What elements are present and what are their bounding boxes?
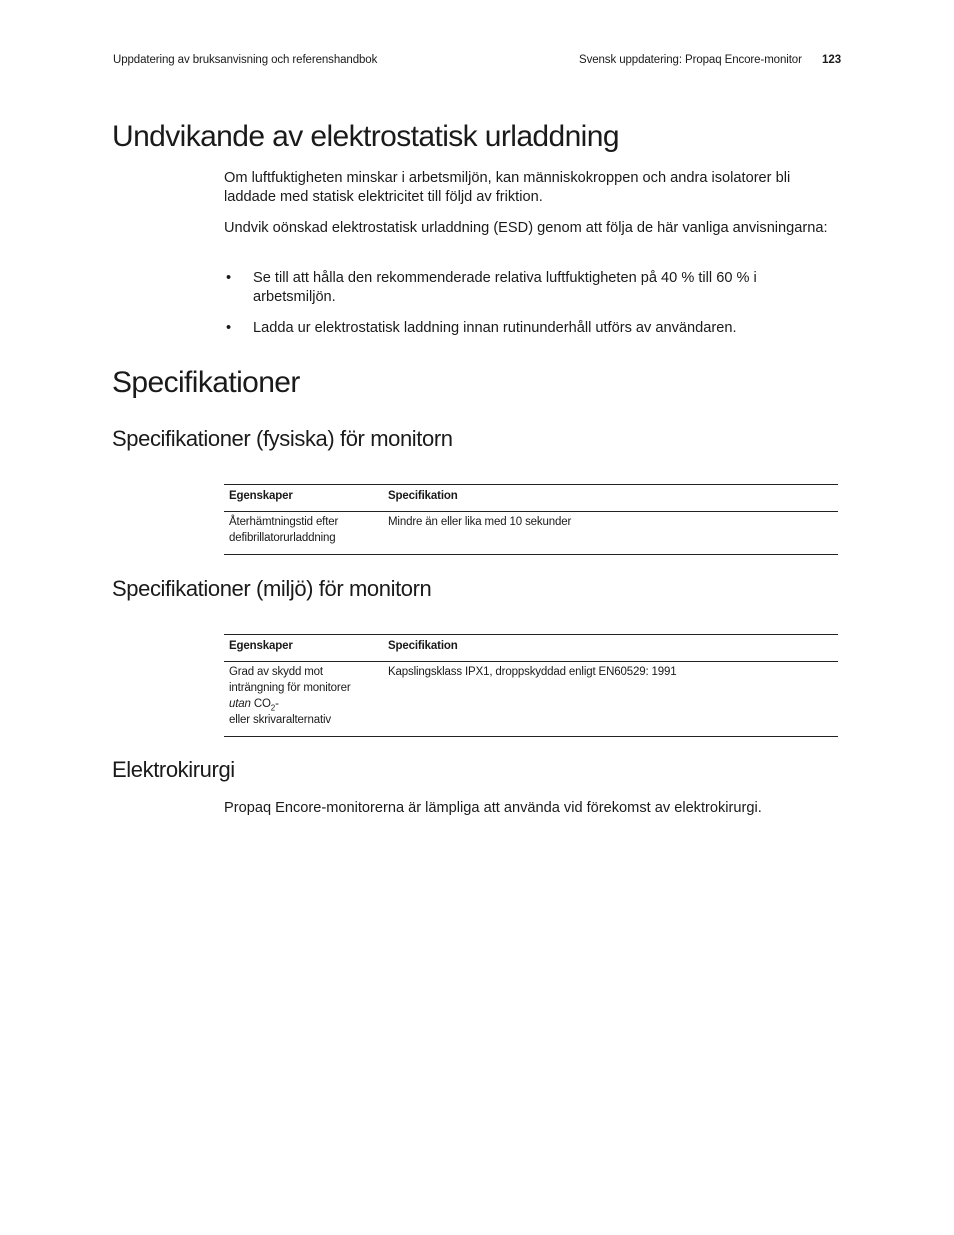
bullet-marker: • <box>226 320 232 336</box>
property-line: eller skrivaralternativ <box>229 714 331 726</box>
electrosurgery-paragraph: Propaq Encore-monitorerna är lämpliga att använda vid förekomst av elektrokirurgi. <box>224 800 762 816</box>
co2-text: CO <box>250 698 271 710</box>
environment-specs-table <box>224 634 838 737</box>
bullet-marker: • <box>226 270 232 286</box>
column-header: Egenskaper <box>224 485 383 512</box>
physical-specs-heading: Specifikationer (fysiska) för monitorn <box>112 426 453 451</box>
spec-cell: Mindre än eller lika med 10 sekunder <box>383 512 838 555</box>
specifications-heading: Specifikationer <box>112 366 300 399</box>
property-line: Grad av skydd mot <box>229 666 323 678</box>
esd-heading: Undvikande av elektrostatisk urladdning <box>112 120 619 153</box>
esd-bullet-1: Se till att hålla den rekommenderade relativa luftfuktigheten på 40 % till 60 % i arbetsmiljön. <box>253 270 757 305</box>
column-header: Specifikation <box>383 635 838 662</box>
property-dash: - <box>275 698 279 710</box>
column-header: Egenskaper <box>224 635 383 662</box>
esd-bullet-2: Ladda ur elektrostatisk laddning innan rutinunderhåll utförs av användaren. <box>253 320 737 336</box>
environment-specs-heading: Specifikationer (miljö) för monitorn <box>112 576 432 601</box>
running-header-right: Svensk uppdatering: Propaq Encore-monitor <box>579 54 802 66</box>
table-header-row <box>224 485 838 512</box>
table-row <box>224 512 838 555</box>
co2-subscript: 2 <box>270 703 276 713</box>
spec-cell: Kapslingsklass IPX1, droppskyddad enligt EN60529: 1991 <box>383 662 838 737</box>
property-line: inträngning för monitorer <box>229 682 351 694</box>
esd-paragraph-2: Undvik oönskad elektrostatisk urladdning (ESD) genom att följa de här vanliga anvisningarna: <box>224 220 828 236</box>
esd-paragraph-1: Om luftfuktigheten minskar i arbetsmiljön, kan människokroppen och andra isolatorer bli laddade med statisk elektricitet till följd av friktion. <box>224 170 791 205</box>
table-row <box>224 662 838 737</box>
electrosurgery-heading: Elektrokirurgi <box>112 757 235 782</box>
physical-specs-table <box>224 484 838 555</box>
property-cell <box>224 662 383 737</box>
running-header-left: Uppdatering av bruksanvisning och referenshandbok <box>113 54 378 66</box>
column-header: Specifikation <box>383 485 838 512</box>
property-emphasis: utan <box>229 698 251 710</box>
table-header-row <box>224 635 838 662</box>
page-number: 123 <box>822 54 842 66</box>
property-cell: Återhämtningstid efter defibrillatorurladdning <box>224 512 383 555</box>
